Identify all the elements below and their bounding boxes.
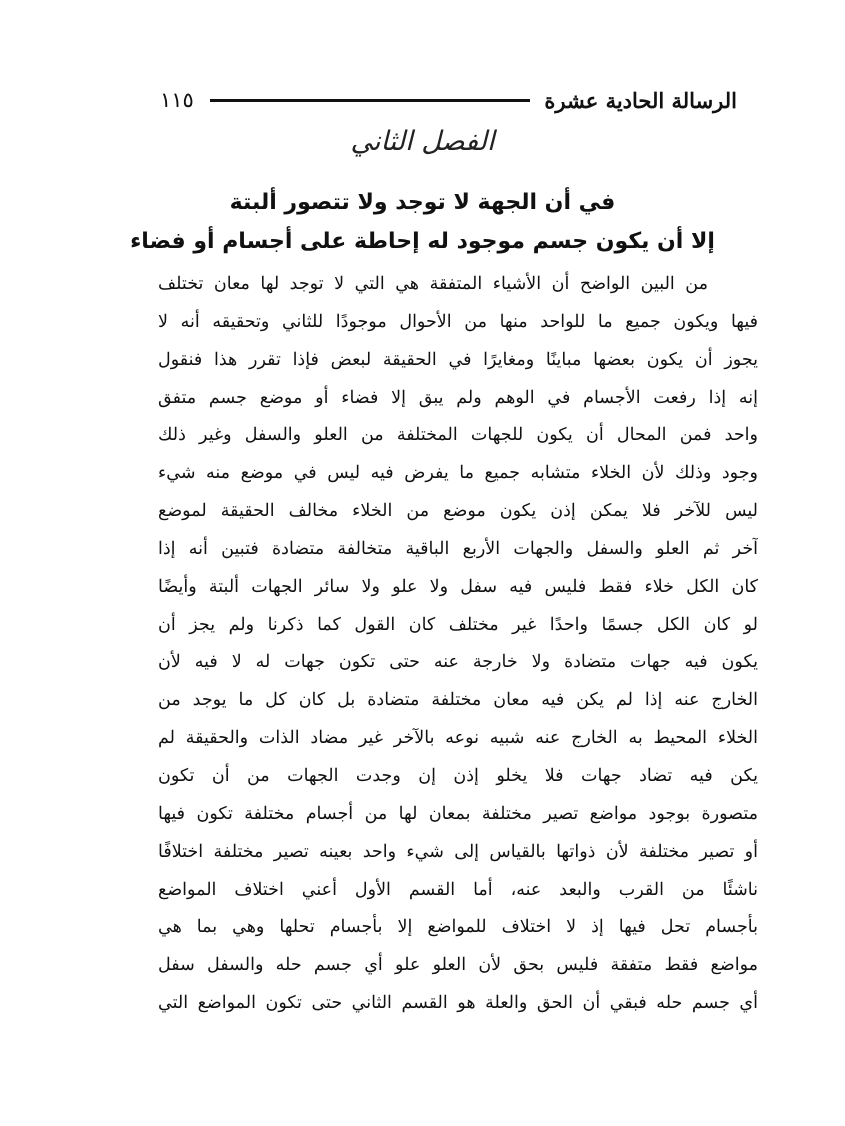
body-line: كان الكل خلاء فقط فليس فيه سفل ولا علو ولا سائر الجهات ألبتة وأيضًا: [158, 576, 758, 597]
body-line: الخارج عنه إذا لم يكن فيه معان مختلفة متضادة بل كان كل ما يوجد من: [158, 690, 758, 711]
body-line: بأجسام تحل فيها إذ لا اختلاف للمواضع إلا بأجسام تحلها وهي بما هي: [158, 917, 758, 938]
body-line: آخر ثم العلو والسفل والجهات الأربع الباقية متخالفة متضادة فتبين أنه إذا: [158, 538, 758, 559]
body-line: أو تصير مختلفة لأن ذواتها بالقياس إلى شيء واحد بعينه تصير مختلفة اختلافًا: [158, 841, 758, 862]
chapter-heading-line-2: إلا أن يكون جسم موجود له إحاطة على أجسام أو فضاء: [130, 229, 715, 254]
body-line: أي جسم حله فبقي أن الحق والعلة هو القسم الثاني حتى تكون المواضع التي: [158, 993, 758, 1014]
body-line: متصورة بوجود مواضع تصير مختلفة بمعان لها من أجسام مختلفة تكون فيها: [158, 803, 758, 824]
chapter-heading-line-1: في أن الجهة لا توجد ولا تتصور ألبتة: [229, 190, 616, 215]
body-line: الخلاء المحيط به الخارج عنه شبيه نوعه بالآخر غير مضاد الذات والحقيقة لم: [158, 728, 758, 749]
body-line: من البين الواضح أن الأشياء المتفقة هي التي لا توجد لها معان تختلف: [158, 274, 708, 294]
chapter-ornament-title: الفصل الثاني: [350, 126, 495, 157]
body-line: يجوز أن يكون بعضها مباينًا ومغايرًا في الحقيقة لبعض فإذا تقرر هذا فنقول: [158, 349, 758, 370]
body-text: [158, 266, 758, 1023]
body-line: إنه إذا رفعت الأجسام في الوهم ولم يبق إلا فضاء أو موضع جسم متفق: [158, 387, 758, 408]
running-title: الرسالة الحادية عشرة: [544, 87, 737, 113]
body-line: يكون فيه جهات متضادة ولا خارجة عنه حتى تكون جهات له لا فيه لأن: [158, 652, 758, 673]
body-line: ناشئًا من القرب والبعد عنه، أما القسم الأول أعني اختلاف المواضع: [158, 879, 758, 900]
body-line: مواضع فقط متفقة فليس بحق لأن العلو علو أي جسم حله والسفل سفل: [158, 955, 758, 976]
body-line: يكن فيه تضاد جهات فلا يخلو إذن إن وجدت الجهات من أن تكون: [158, 765, 758, 786]
header-rule: [210, 99, 531, 102]
body-line: واحد فمن المحال أن يكون للجهات المختلفة من العلو والسفل وغير ذلك: [158, 425, 758, 446]
page-number: ١١٥: [160, 88, 194, 112]
body-line: ليس للآخر فلا يمكن إذن يكون موضع من الخلاء مخالف الحقيقة لموضع: [158, 501, 758, 522]
body-line: لو كان الكل جسمًا واحدًا غير مختلف كان القول كما ذكرنا ولم يجز أن: [158, 614, 758, 635]
body-line: فيها ويكون جميع ما للواحد منها من الأحوال موجودًا للثاني وتحقيقه أنه لا: [158, 311, 758, 332]
running-header: [160, 82, 737, 118]
body-line: وجود وذلك لأن الخلاء متشابه جميع ما يفرض فيه ليس في موضع منه شيء: [158, 463, 758, 484]
